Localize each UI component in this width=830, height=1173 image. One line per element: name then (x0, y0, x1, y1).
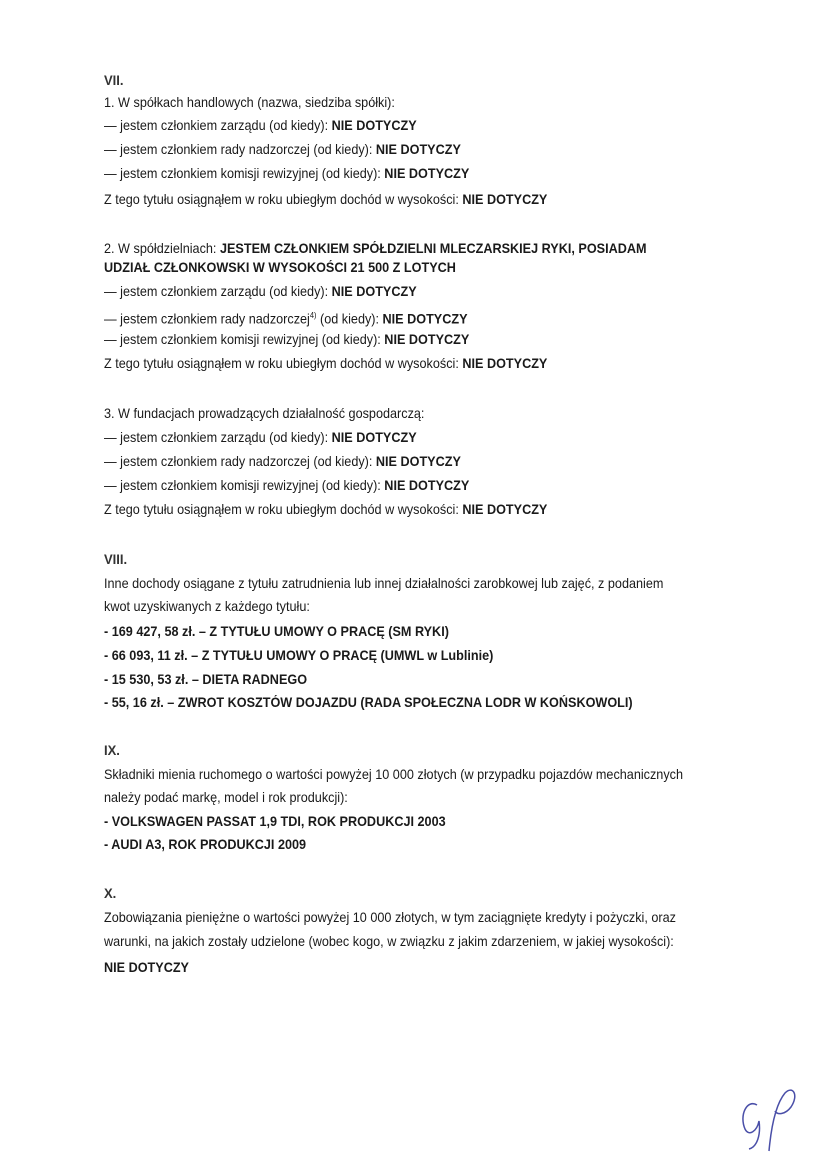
membership-row: — jestem członkiem komisji rewizyjnej (od kiedy): NIE DOTYCZY (104, 166, 470, 181)
membership-row: — jestem członkiem zarządu (od kiedy): NIE DOTYCZY (104, 284, 417, 299)
paragraph-intro-continued: UDZIAŁ CZŁONKOWSKI W WYSOKOŚCI 21 500 Z LOTYCH (104, 260, 456, 275)
liabilities-value: NIE DOTYCZY (104, 960, 189, 975)
section-intro: należy podać markę, model i rok produkcji): (104, 790, 348, 805)
section-intro: Inne dochody osiągane z tytułu zatrudnienia lub innej działalności zarobkowej lub zajęć, z podaniem (104, 576, 664, 591)
income-item: - 169 427, 58 zł. – Z TYTUŁU UMOWY O PRACĘ (SM RYKI) (104, 624, 449, 639)
membership-row: — jestem członkiem komisji rewizyjnej (od kiedy): NIE DOTYCZY (104, 332, 470, 347)
signature-initials (735, 1085, 805, 1155)
membership-row: — jestem członkiem rady nadzorczej (od kiedy): NIE DOTYCZY (104, 454, 461, 469)
paragraph-intro: 3. W fundacjach prowadzących działalność gospodarczą: (104, 406, 425, 421)
footnote-marker: 4) (309, 311, 317, 320)
asset-item: - VOLKSWAGEN PASSAT 1,9 TDI, ROK PRODUKCJI 2003 (104, 814, 446, 829)
income-item: - 15 530, 53 zł. – DIETA RADNEGO (104, 672, 308, 687)
membership-row: — jestem członkiem rady nadzorczej (od kiedy): NIE DOTYCZY (104, 142, 461, 157)
membership-row: — jestem członkiem rady nadzorczej$^{4)}$ (od kiedy): NIE DOTYCZY (104, 311, 468, 327)
section-heading: X. (104, 885, 117, 901)
paragraph-intro: 1. W spółkach handlowych (nazwa, siedziba spółki): (104, 95, 395, 110)
paragraph-intro: 2. W spółdzielniach: JESTEM CZŁONKIEM SPÓŁDZIELNI MLECZARSKIEJ RYKI, POSIADAM (104, 241, 647, 256)
income-item: - 66 093, 11 zł. – Z TYTUŁU UMOWY O PRACĘ (UMWL w Lublinie) (104, 648, 494, 663)
section-intro: kwot uzyskiwanych z każdego tytułu: (104, 599, 310, 614)
section-intro: Składniki mienia ruchomego o wartości powyżej 10 000 złotych (w przypadku pojazdów mechanicznych (104, 767, 684, 782)
income-row: Z tego tytułu osiągnąłem w roku ubiegłym dochód w wysokości: NIE DOTYCZY (104, 356, 548, 371)
asset-item: - AUDI A3, ROK PRODUKCJI 2009 (104, 837, 307, 852)
membership-row: — jestem członkiem komisji rewizyjnej (od kiedy): NIE DOTYCZY (104, 478, 470, 493)
income-row: Z tego tytułu osiągnąłem w roku ubiegłym dochód w wysokości: NIE DOTYCZY (104, 502, 548, 517)
membership-row: — jestem członkiem zarządu (od kiedy): NIE DOTYCZY (104, 118, 417, 133)
section-heading: VIII. (104, 551, 128, 567)
section-intro: Zobowiązania pieniężne o wartości powyżej 10 000 złotych, w tym zaciągnięte kredyty i pożyczki, oraz (104, 910, 676, 925)
membership-row: — jestem członkiem zarządu (od kiedy): NIE DOTYCZY (104, 430, 417, 445)
section-intro: warunki, na jakich zostały udzielone (wobec kogo, w związku z jakim zdarzeniem, w jakiej wysokości): (104, 934, 674, 949)
section-heading: VII. (104, 72, 124, 88)
income-row: Z tego tytułu osiągnąłem w roku ubiegłym dochód w wysokości: NIE DOTYCZY (104, 192, 548, 207)
income-item: - 55, 16 zł. – ZWROT KOSZTÓW DOJAZDU (RADA SPOŁECZNA LODR W KOŃSKOWOLI) (104, 695, 633, 710)
section-heading: IX. (104, 742, 120, 758)
